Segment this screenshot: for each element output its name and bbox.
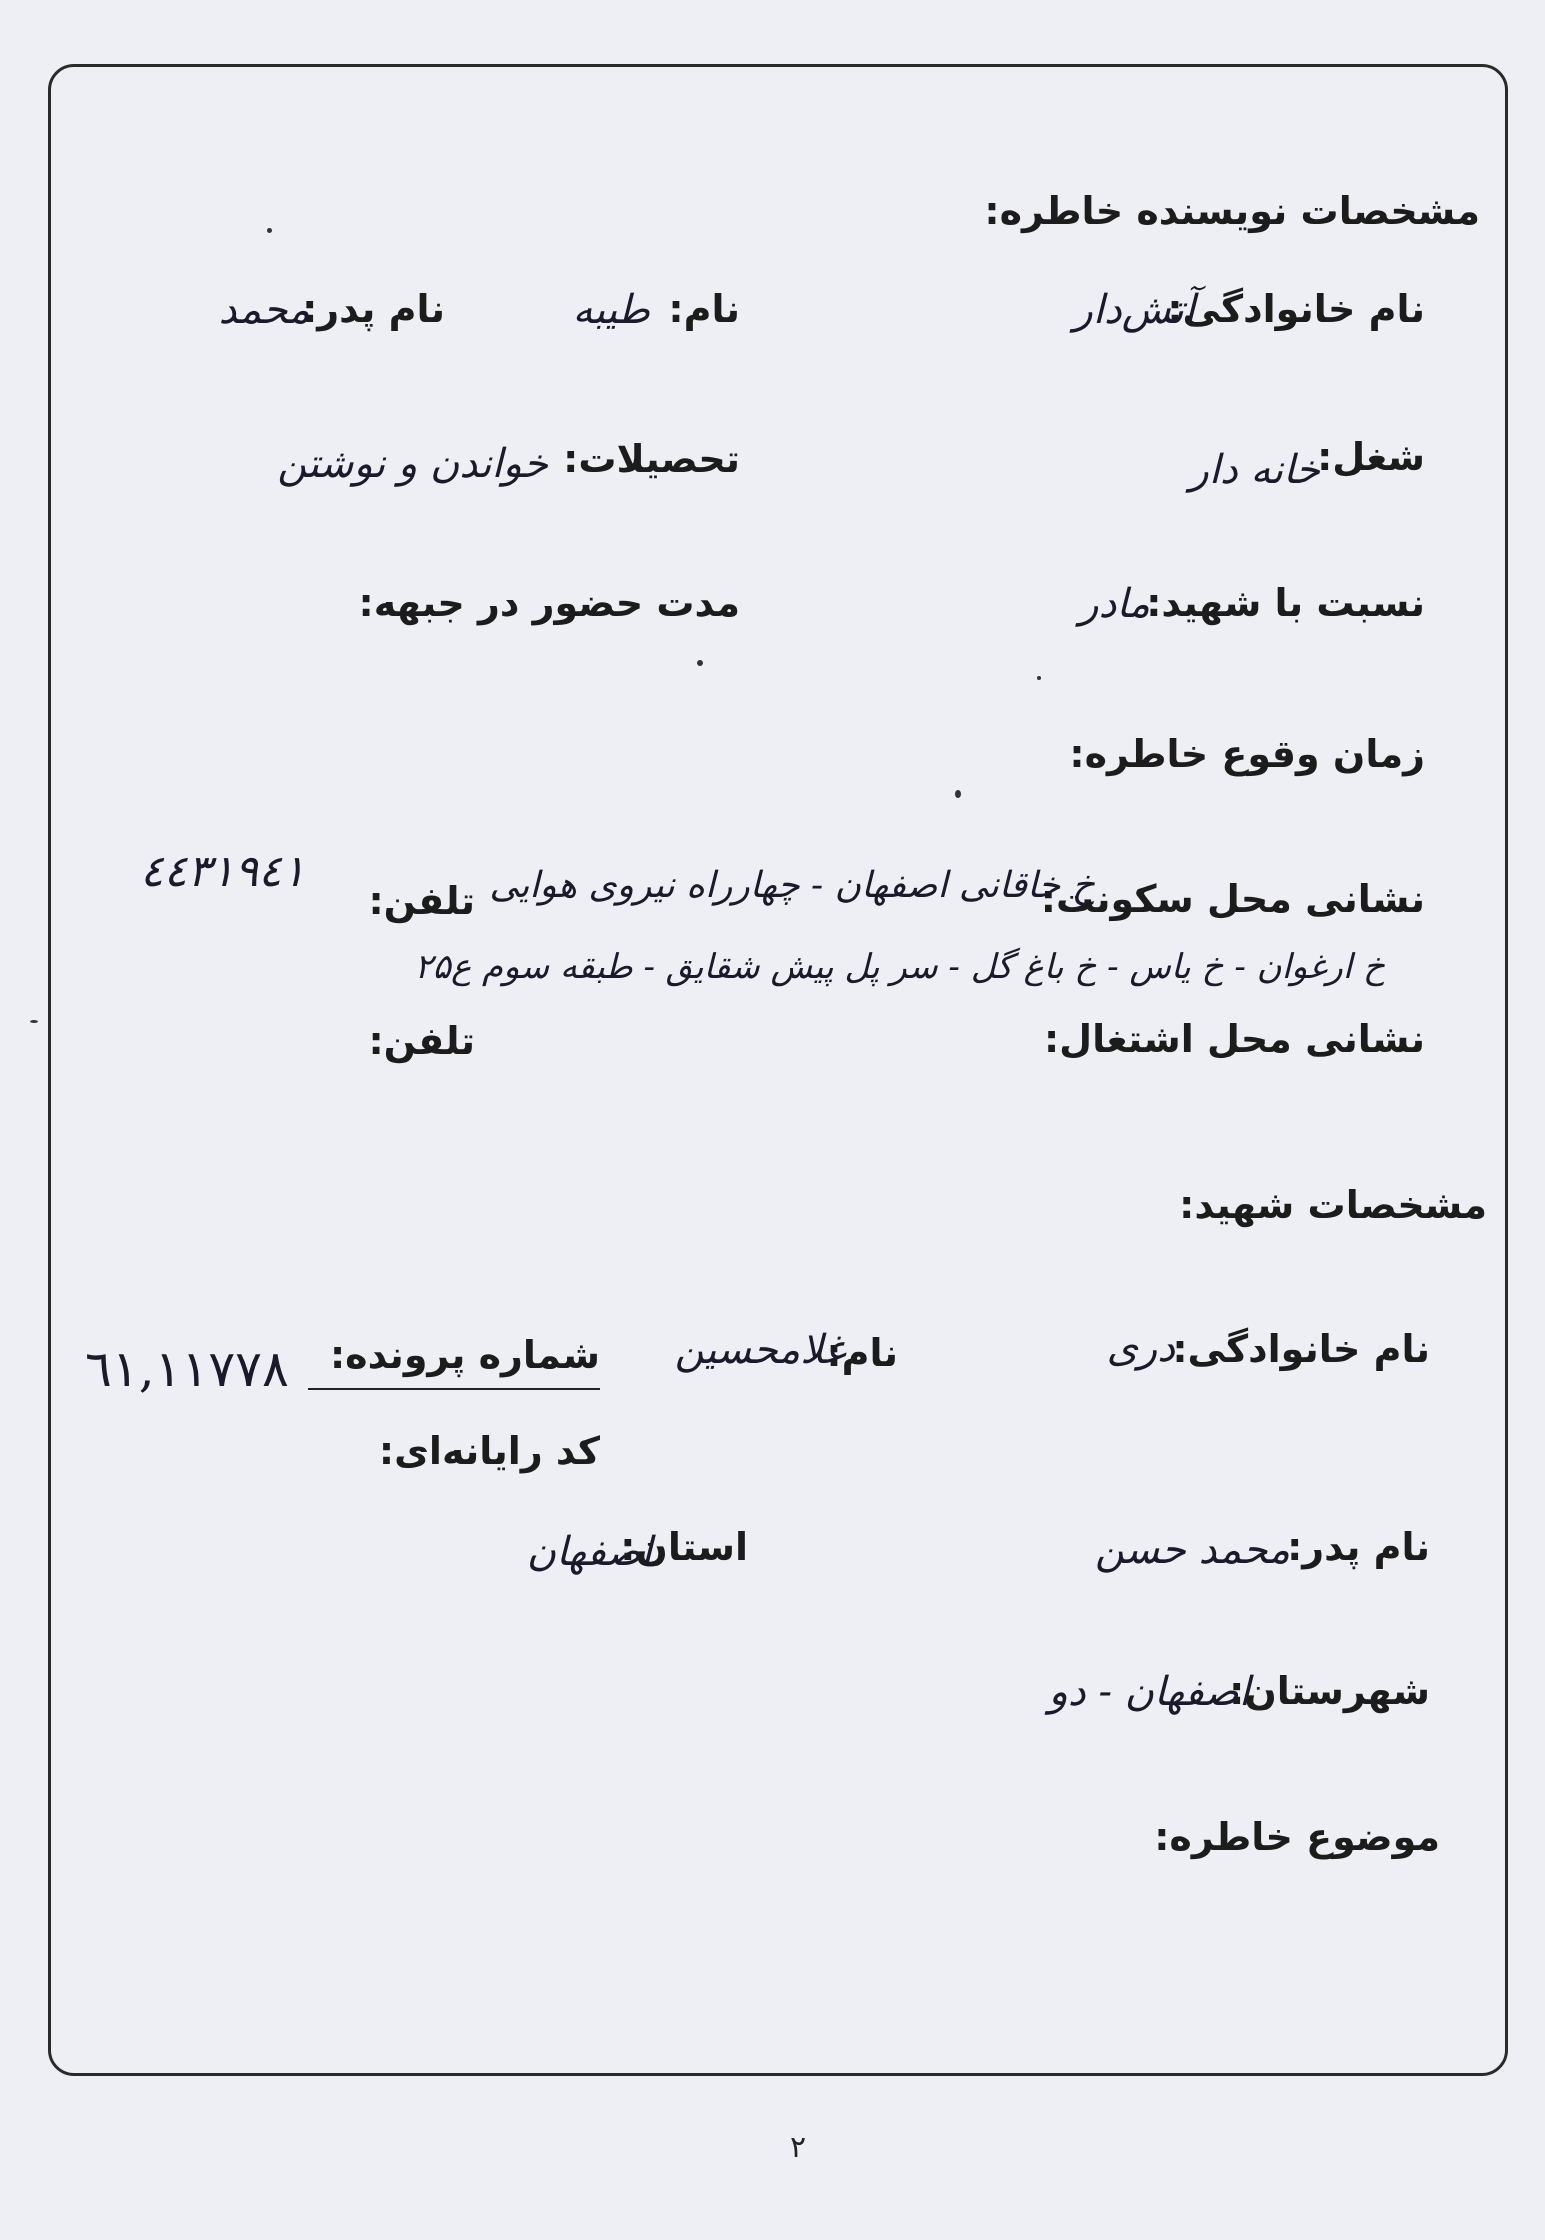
author-family-value: آتش‌دار bbox=[1073, 287, 1195, 333]
martyr-province-value: اصفهان bbox=[526, 1529, 652, 1575]
author-residence-value-line2: خ ارغوان - خ یاس - خ باغ گل - سر پل پیش شقایق - طبقه سوم ع۲۵ bbox=[414, 947, 1385, 987]
author-job-label: شغل: bbox=[1317, 435, 1425, 479]
martyr-province-label: استان: bbox=[620, 1525, 748, 1569]
author-relation-label: نسبت با شهید: bbox=[1146, 581, 1425, 625]
martyr-city-label: شهرستان: bbox=[1229, 1669, 1430, 1713]
author-education-label: تحصیلات: bbox=[563, 437, 740, 481]
author-father-value: محمد bbox=[218, 287, 310, 333]
author-education-value: خواندن و نوشتن bbox=[277, 441, 548, 487]
martyr-file-number-label: شماره پرونده: bbox=[329, 1333, 600, 1377]
author-front-duration-label: مدت حضور در جبهه: bbox=[358, 581, 740, 625]
author-phone-value: ٤٤٣١٩٤١ bbox=[140, 846, 306, 897]
martyr-heading: مشخصات شهید: bbox=[1179, 1183, 1487, 1227]
scan-speck bbox=[955, 790, 961, 798]
author-name-value: طیبه bbox=[572, 287, 650, 333]
martyr-file-number-value: ٦١,١١٧٧٨ bbox=[85, 1340, 289, 1398]
file-number-underline bbox=[308, 1388, 600, 1390]
author-father-label: نام پدر: bbox=[302, 287, 445, 331]
martyr-father-value: محمد حسن bbox=[1095, 1527, 1290, 1573]
page-border bbox=[48, 64, 1508, 2076]
author-residence-value-line1: خ خاقانی اصفهان - چهارراه نیروی هوایی bbox=[489, 865, 1095, 906]
scan-speck bbox=[267, 228, 272, 233]
martyr-name-value: غلامحسین bbox=[674, 1327, 845, 1373]
author-relation-value: مادر bbox=[1079, 581, 1150, 627]
martyr-family-label: نام خانوادگی: bbox=[1172, 1327, 1430, 1371]
author-phone-label: تلفن: bbox=[368, 879, 475, 923]
author-memory-time-label: زمان وقوع خاطره: bbox=[1069, 732, 1425, 776]
scan-speck bbox=[30, 1020, 38, 1023]
page-number: ۲ bbox=[790, 2130, 807, 2165]
author-residence-label: نشانی محل سکونت: bbox=[1040, 877, 1425, 921]
scan-speck bbox=[1037, 676, 1041, 680]
martyr-family-value: دری bbox=[1106, 1325, 1175, 1371]
martyr-city-value: اصفهان - دو bbox=[1048, 1669, 1250, 1715]
martyr-name-label: نام: bbox=[826, 1331, 898, 1375]
martyr-memory-subject-label: موضوع خاطره: bbox=[1154, 1815, 1440, 1859]
author-heading: مشخصات نویسنده خاطره: bbox=[984, 189, 1480, 233]
martyr-computer-code-label: کد رایانه‌ای: bbox=[378, 1429, 600, 1473]
author-job-value: خانه دار bbox=[1189, 447, 1320, 493]
martyr-father-label: نام پدر: bbox=[1287, 1525, 1430, 1569]
author-work-phone-label: تلفن: bbox=[368, 1019, 475, 1063]
scan-speck bbox=[697, 660, 703, 666]
author-name-label: نام: bbox=[668, 287, 740, 331]
author-family-label: نام خانوادگی: bbox=[1167, 287, 1425, 331]
author-work-address-label: نشانی محل اشتغال: bbox=[1043, 1017, 1425, 1061]
